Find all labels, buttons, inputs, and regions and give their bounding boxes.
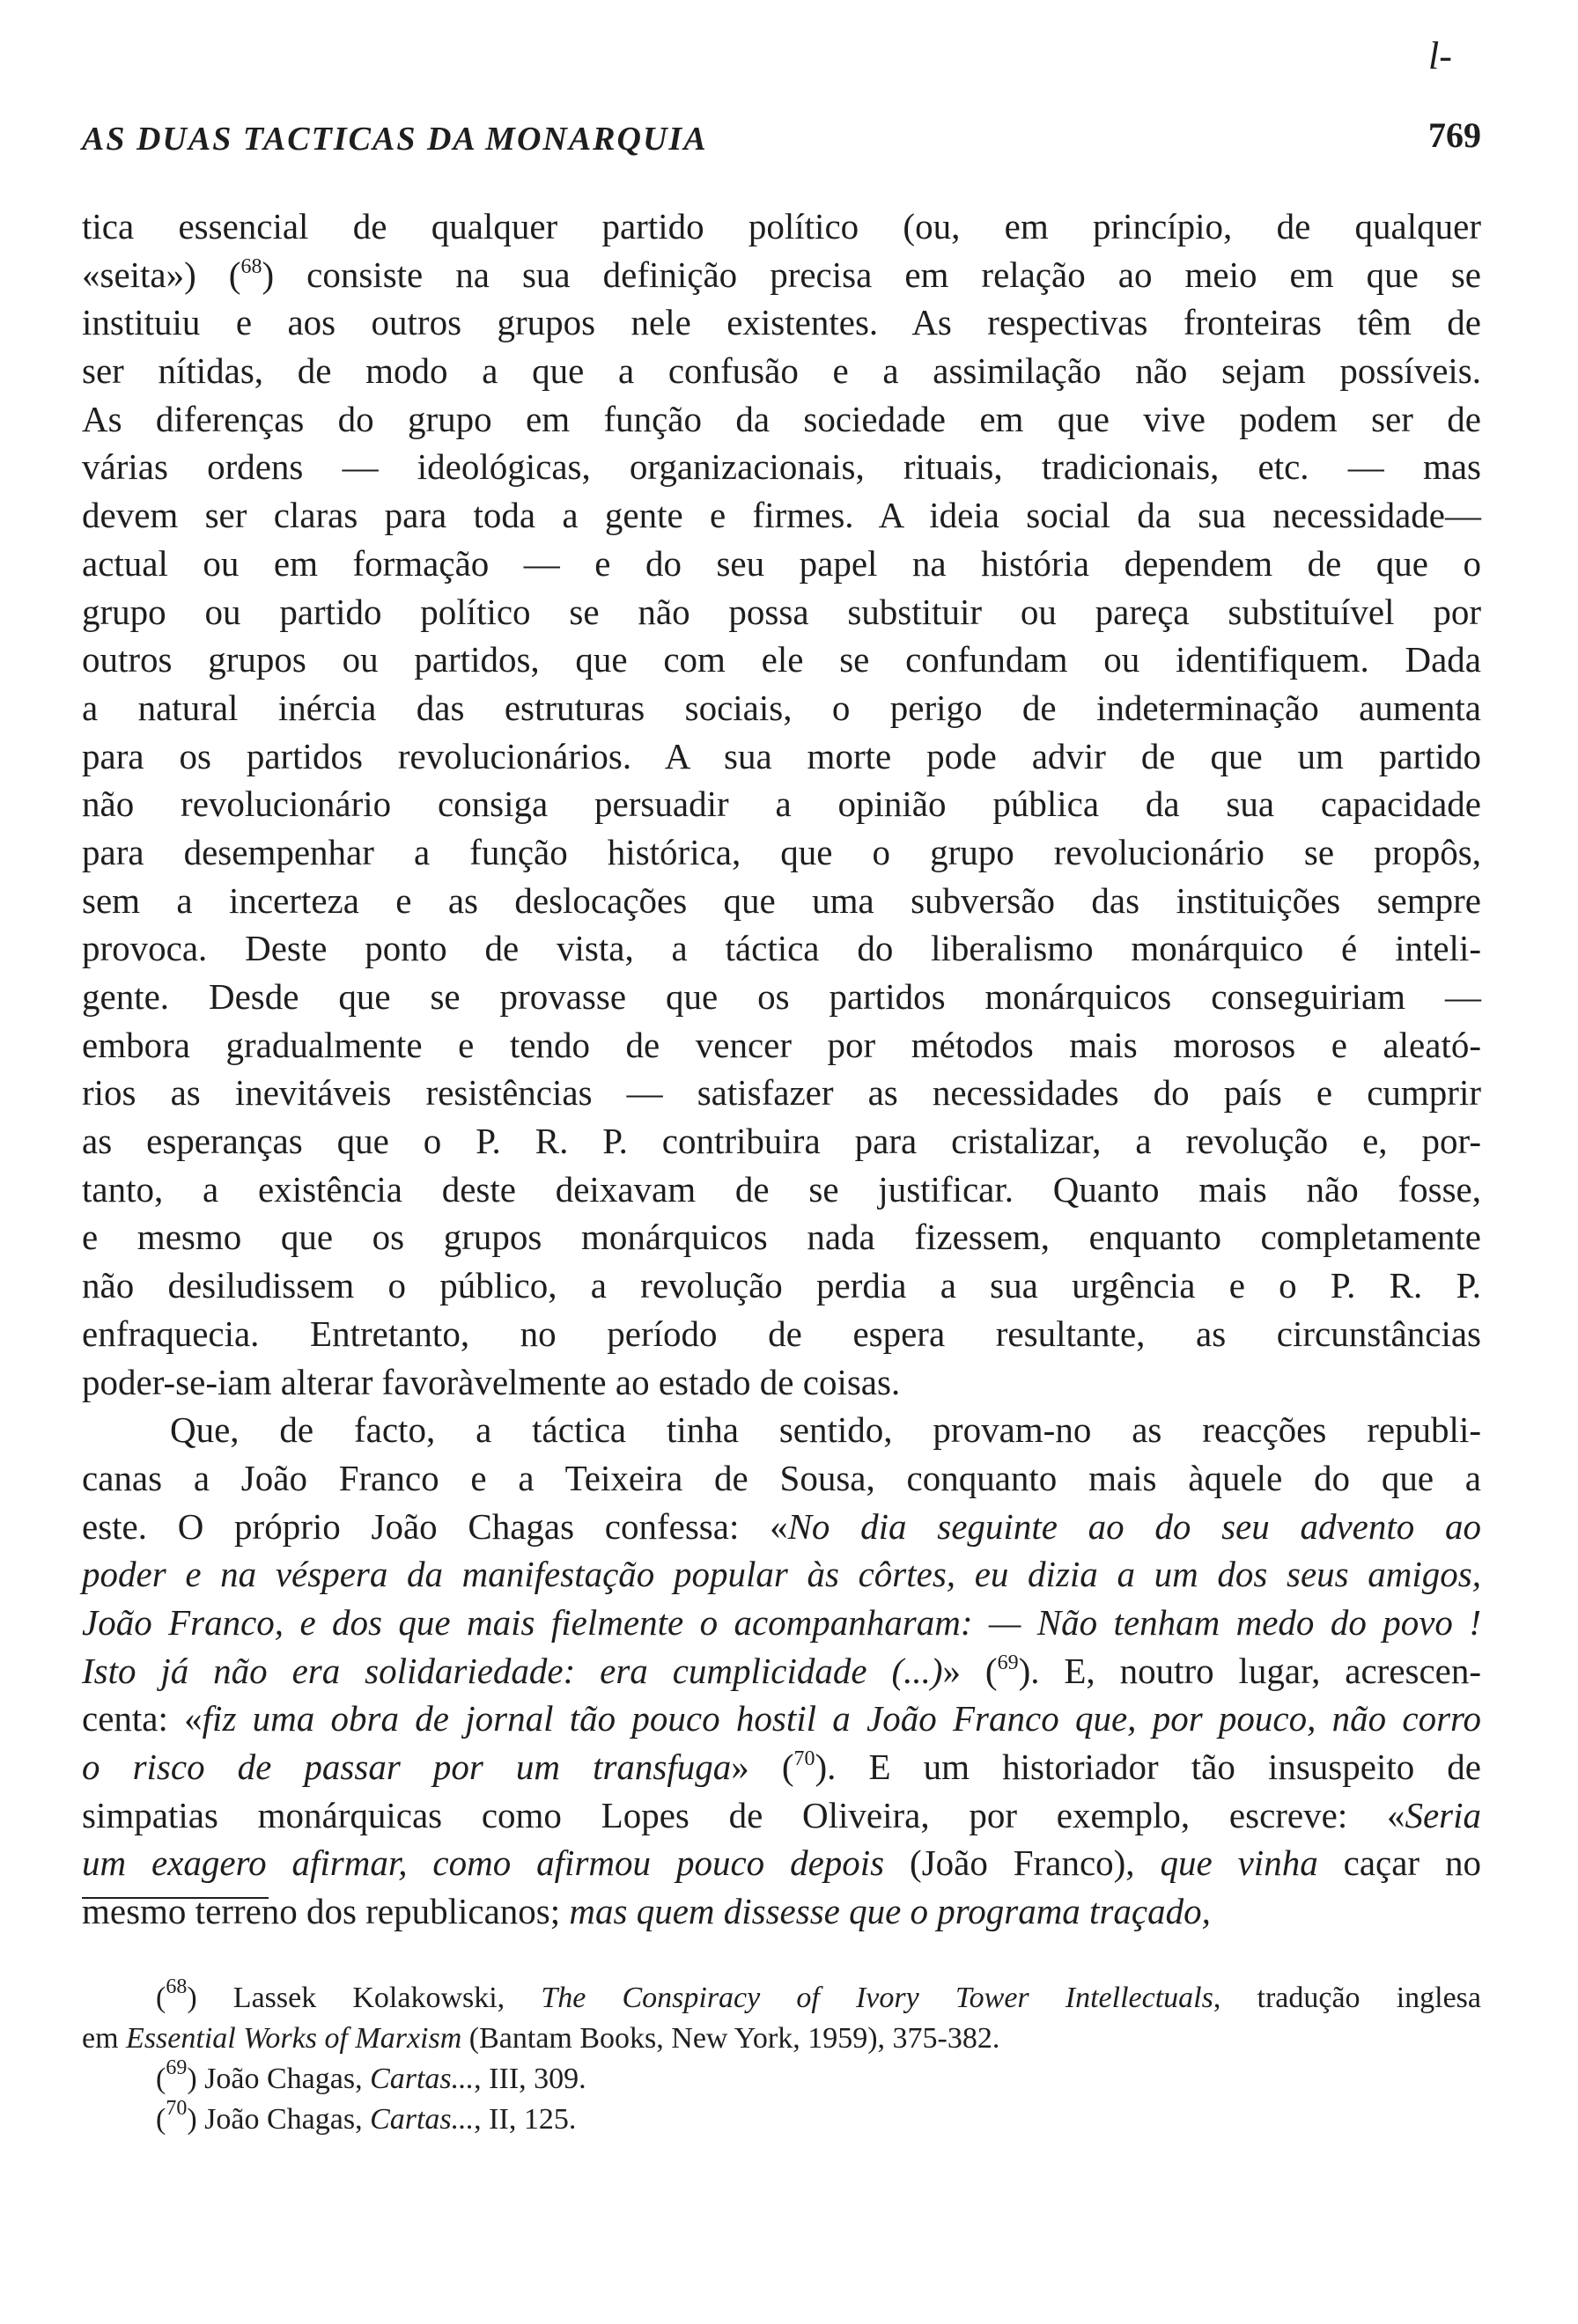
text-line: grupo ou partido político se não possa substituir ou pareça substituível por: [82, 591, 1481, 632]
text-line: enfraquecia. Entretanto, no período de espera resultante, as circunstâncias: [82, 1313, 1481, 1354]
footnote-ref: 68: [166, 1975, 188, 1998]
footnote-rule: [82, 1897, 269, 1899]
text-line: provoca. Deste ponto de vista, a táctica do liberalismo monárquico é inteli-: [82, 928, 1481, 969]
running-title: AS DUAS TACTICAS DA MONARQUIA: [82, 121, 708, 158]
text-line: para os partidos revolucionários. A sua morte pode advir de que um partido: [82, 735, 1481, 776]
italic-span: mas quem dissesse que o programa traçado,: [569, 1891, 1211, 1932]
text-line: gente. Desde que se provasse que os partidos monárquicos conseguiriam —: [82, 976, 1481, 1017]
footnote-ref: 68: [240, 254, 262, 278]
text-line: outros grupos ou partidos, que com ele se confundam ou identifiquem. Dada: [82, 639, 1481, 680]
footnotes: [82, 1975, 1481, 2140]
italic-span: fiz uma obra de jornal tão pouco hostil a João Franco que, por pouco, não corro: [202, 1698, 1481, 1739]
italic-span: um exagero afirmar, como afirmou pouco depois: [82, 1842, 885, 1884]
footnote-line: ($^{70}$) João Chagas, Cartas..., II, 125.: [156, 2097, 577, 2136]
text-line: e mesmo que os grupos monárquicos nada fizessem, enquanto completamente: [82, 1217, 1481, 1258]
italic-span: poder e na véspera da manifestação popular às côrtes, eu dizia a um dos seus amigos,: [82, 1554, 1481, 1595]
text-line: devem ser claras para toda a gente e firmes. A ideia social da sua necessidade—: [82, 495, 1481, 536]
footnote-ref: 69: [997, 1651, 1019, 1674]
text-line: [82, 1599, 1481, 1647]
italic-span: No dia seguinte ao do seu advento ao: [787, 1505, 1481, 1547]
italic-span: o risco de passar por um transfuga: [82, 1747, 732, 1787]
text-line: actual ou em formação — e do seu papel na história dependem de que o: [82, 542, 1481, 584]
text-line: um exagero afirmar, como afirmou pouco depois (João Franco), que vinha caçar no: [82, 1842, 1482, 1884]
text-line: este. O próprio João Chagas confessa: «No dia seguinte ao do seu advento ao: [82, 1505, 1481, 1547]
text-line: Isto já não era solidariedade: era cumplicidade (...)» ($^{69}$). E, noutro lugar, acrescen-: [82, 1650, 1482, 1691]
text-line: a natural inércia das estruturas sociais, o perigo de indeterminação aumenta: [82, 687, 1481, 728]
text-line: simpatias monárquicas como Lopes de Oliveira, por exemplo, escreve: «Seria: [82, 1794, 1481, 1835]
text-line: embora gradualmente e tendo de vencer por métodos mais morosos e aleató-: [82, 1024, 1481, 1065]
text-line: não revolucionário consiga persuadir a opinião pública da sua capacidade: [82, 783, 1481, 825]
text-line: mesmo terreno dos republicanos; mas quem dissesse que o programa traçado,: [82, 1891, 1211, 1932]
text-line: [82, 1550, 1481, 1599]
italic-span: Cartas...: [370, 2063, 475, 2095]
text-line: rios as inevitáveis resistências — satisfazer as necessidades do país e cumprir: [82, 1072, 1481, 1114]
footnote-line: ($^{69}$) João Chagas, Cartas..., III, 309.: [156, 2056, 586, 2095]
text-line: centa: «fiz uma obra de jornal tão pouco hostil a João Franco que, por pouco, não corro: [82, 1698, 1481, 1739]
text-line: tanto, a existência deste deixavam de se justificar. Quanto mais não fosse,: [82, 1168, 1481, 1210]
italic-span: Seria: [1405, 1794, 1481, 1835]
text-line: para desempenhar a função histórica, que o grupo revolucionário se propôs,: [82, 831, 1481, 872]
text-line: ser nítidas, de modo a que a confusão e a assimilação não sejam possíveis.: [82, 350, 1481, 392]
text-line: canas a João Franco e a Teixeira de Sousa, conquanto mais àquele do que a: [82, 1457, 1481, 1498]
italic-span: que vinha: [1160, 1842, 1318, 1884]
italic-span: Cartas...: [370, 2103, 475, 2136]
text-line: as esperanças que o P. R. P. contribuira para cristalizar, a revolução e, por-: [82, 1121, 1481, 1162]
handwritten-mark: l-: [1428, 34, 1452, 77]
text-line: o risco de passar por um transfuga» ($^{70}$). E um historiador tão insuspeito de: [82, 1747, 1482, 1787]
footnote-ref: 69: [166, 2056, 188, 2079]
text-line: não desiludissem o público, a revolução perdia a sua urgência e o P. R. P.: [82, 1265, 1481, 1306]
footnote-ref: 70: [166, 2097, 188, 2120]
footnote-line: ($^{68}$) Lassek Kolakowski, The Conspiracy of Ivory Tower Intellectuals, tradução inglesa: [156, 1975, 1481, 2014]
text-line: «seita») ($^{68}$) consiste na sua definição precisa em relação ao meio em que se: [82, 254, 1481, 295]
italic-span: Essential Works of Marxism: [126, 2022, 462, 2055]
text-line: tica essencial de qualquer partido político (ou, em princípio, de qualquer: [82, 206, 1481, 246]
text-line: instituiu e aos outros grupos nele existentes. As respectivas fronteiras têm de: [82, 302, 1481, 343]
italic-span: João Franco, e dos que mais fielmente o acompanharam: — Não tenham medo do povo !: [82, 1601, 1481, 1643]
italic-span: The Conspiracy of Ivory Tower Intellectuals: [541, 1982, 1213, 2014]
italic-span: Isto já não era solidariedade: era cumplicidade (...): [82, 1650, 943, 1691]
text-line: Que, de facto, a táctica tinha sentido, provam-no as reacções republi-: [170, 1409, 1481, 1451]
page-number: 769: [1428, 115, 1481, 155]
body-text: [82, 202, 1481, 1936]
text-line: sem a incerteza e as deslocações que uma subversão das instituições sempre: [82, 879, 1481, 921]
footnote-line: em Essential Works of Marxism (Bantam Books, New York, 1959), 375-382.: [82, 2022, 1000, 2055]
text-line: várias ordens — ideológicas, organizacionais, rituais, tradicionais, etc. — mas: [82, 446, 1481, 488]
text-line: As diferenças do grupo em função da sociedade em que vive podem ser de: [82, 398, 1481, 439]
footnote-ref: 70: [793, 1747, 815, 1770]
text-line: poder-se-iam alterar favoràvelmente ao estado de coisas.: [82, 1361, 901, 1402]
